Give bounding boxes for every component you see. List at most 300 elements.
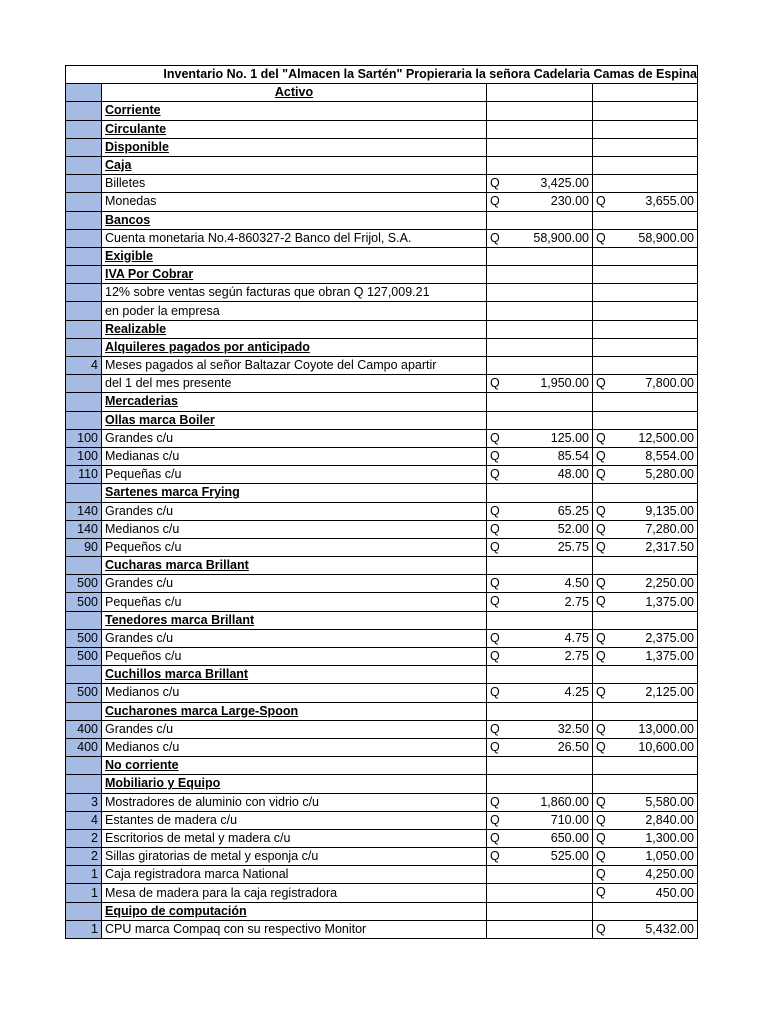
unit-value-cell[interactable] bbox=[487, 211, 593, 229]
section-header-row bbox=[66, 266, 698, 284]
section-header-row bbox=[66, 757, 698, 775]
unit-value-cell[interactable] bbox=[487, 466, 593, 484]
qty-cell[interactable] bbox=[66, 393, 102, 411]
total-value-cell[interactable] bbox=[593, 538, 698, 556]
qty-cell[interactable]: 4 bbox=[66, 357, 102, 375]
total-value-cell[interactable] bbox=[593, 102, 698, 120]
amount: 710.00 bbox=[550, 812, 589, 827]
currency-symbol: Q bbox=[596, 649, 606, 663]
total-value-cell[interactable] bbox=[593, 557, 698, 575]
section-header-row bbox=[66, 484, 698, 502]
amount: 5,432.00 bbox=[645, 921, 694, 936]
total-value-cell[interactable] bbox=[593, 266, 698, 284]
total-value-cell[interactable] bbox=[593, 429, 698, 447]
unit-value-cell[interactable] bbox=[487, 848, 593, 866]
item-description[interactable]: Mostradores de aluminio con vidrio c/u bbox=[102, 793, 487, 811]
total-value-cell[interactable] bbox=[593, 811, 698, 829]
item-row bbox=[66, 302, 698, 320]
currency-symbol: Q bbox=[596, 467, 606, 482]
total-value-cell[interactable] bbox=[593, 357, 698, 375]
amount: 2.75 bbox=[564, 594, 589, 609]
unit-value-cell[interactable] bbox=[487, 447, 593, 465]
section-header[interactable]: Cuchillos marca Brillant bbox=[102, 666, 487, 684]
item-row bbox=[66, 629, 698, 647]
qty-cell[interactable]: 140 bbox=[66, 502, 102, 520]
section-header-row bbox=[66, 611, 698, 629]
item-description[interactable]: Monedas bbox=[102, 193, 487, 211]
qty-cell[interactable] bbox=[66, 193, 102, 211]
unit-value-cell[interactable] bbox=[487, 84, 593, 102]
unit-value-cell[interactable] bbox=[487, 593, 593, 611]
item-row bbox=[66, 738, 698, 756]
total-value-cell[interactable] bbox=[593, 520, 698, 538]
total-value-cell[interactable] bbox=[593, 229, 698, 247]
qty-cell[interactable] bbox=[66, 266, 102, 284]
section-title-activo[interactable]: Activo bbox=[102, 84, 487, 102]
item-description[interactable]: Sillas giratorias de metal y esponja c/u bbox=[102, 848, 487, 866]
item-description[interactable]: Estantes de madera c/u bbox=[102, 811, 487, 829]
amount: 1,375.00 bbox=[645, 649, 694, 664]
unit-value-cell[interactable] bbox=[487, 684, 593, 702]
qty-cell[interactable]: 500 bbox=[66, 648, 102, 666]
total-value-cell[interactable] bbox=[593, 884, 698, 902]
total-value-cell[interactable] bbox=[593, 702, 698, 720]
total-value-cell[interactable] bbox=[593, 247, 698, 265]
currency-symbol: Q bbox=[490, 594, 500, 609]
item-row bbox=[66, 593, 698, 611]
qty-cell[interactable] bbox=[66, 902, 102, 920]
unit-value-cell[interactable] bbox=[487, 538, 593, 556]
amount: 52.00 bbox=[557, 521, 589, 536]
section-header[interactable]: Mobiliario y Equipo bbox=[102, 775, 487, 793]
qty-cell[interactable] bbox=[66, 211, 102, 229]
item-description[interactable]: Pequeñas c/u bbox=[102, 593, 487, 611]
qty-cell[interactable]: 3 bbox=[66, 793, 102, 811]
currency-symbol: Q bbox=[490, 576, 500, 591]
item-description[interactable]: Grandes c/u bbox=[102, 629, 487, 647]
unit-value-cell[interactable] bbox=[487, 575, 593, 593]
qty-cell[interactable] bbox=[66, 102, 102, 120]
amount: 1,375.00 bbox=[645, 594, 694, 609]
currency-symbol: Q bbox=[596, 794, 606, 809]
unit-value-cell[interactable] bbox=[487, 229, 593, 247]
section-header[interactable]: Tenedores marca Brillant bbox=[102, 611, 487, 629]
qty-cell[interactable] bbox=[66, 484, 102, 502]
currency-symbol: Q bbox=[490, 849, 500, 864]
item-description[interactable]: Billetes bbox=[102, 175, 487, 193]
item-description[interactable]: Escritorios de metal y madera c/u bbox=[102, 829, 487, 847]
amount: 26.50 bbox=[557, 740, 589, 755]
section-header[interactable]: Disponible bbox=[102, 138, 487, 156]
total-value-cell[interactable] bbox=[593, 575, 698, 593]
unit-value-cell[interactable] bbox=[487, 611, 593, 629]
amount: 2,317.50 bbox=[645, 539, 694, 554]
currency-symbol: Q bbox=[490, 230, 500, 245]
unit-value-cell[interactable] bbox=[487, 357, 593, 375]
amount: 10,600.00 bbox=[638, 740, 694, 755]
currency-symbol: Q bbox=[596, 921, 606, 936]
currency-symbol: Q bbox=[490, 739, 500, 754]
total-value-cell[interactable] bbox=[593, 393, 698, 411]
currency-symbol: Q bbox=[490, 448, 500, 463]
amount: 32.50 bbox=[557, 721, 589, 736]
item-row bbox=[66, 538, 698, 556]
unit-value-cell[interactable] bbox=[487, 557, 593, 575]
total-value-cell[interactable] bbox=[593, 666, 698, 684]
section-header[interactable]: Circulante bbox=[102, 120, 487, 138]
unit-value-cell[interactable] bbox=[487, 793, 593, 811]
qty-cell[interactable] bbox=[66, 775, 102, 793]
item-description[interactable]: Caja registradora marca National bbox=[102, 866, 487, 884]
unit-value-cell[interactable] bbox=[487, 720, 593, 738]
section-header-row bbox=[66, 338, 698, 356]
amount: 1,300.00 bbox=[645, 830, 694, 845]
currency-symbol: Q bbox=[490, 649, 500, 663]
currency-symbol: Q bbox=[490, 467, 500, 482]
item-row bbox=[66, 720, 698, 738]
unit-value-cell[interactable] bbox=[487, 811, 593, 829]
qty-cell[interactable] bbox=[66, 338, 102, 356]
item-description[interactable]: Meses pagados al señor Baltazar Coyote del Campo apartir bbox=[102, 357, 487, 375]
total-value-cell[interactable] bbox=[593, 175, 698, 193]
qty-cell[interactable] bbox=[66, 156, 102, 174]
unit-value-cell[interactable] bbox=[487, 829, 593, 847]
total-value-cell[interactable] bbox=[593, 320, 698, 338]
unit-value-cell[interactable] bbox=[487, 393, 593, 411]
total-value-cell[interactable] bbox=[593, 338, 698, 356]
total-value-cell[interactable] bbox=[593, 193, 698, 211]
amount: 2,125.00 bbox=[645, 685, 694, 700]
unit-value-cell[interactable] bbox=[487, 648, 593, 666]
qty-cell[interactable] bbox=[66, 120, 102, 138]
unit-value-cell[interactable] bbox=[487, 502, 593, 520]
section-header-row bbox=[66, 902, 698, 920]
total-value-cell[interactable] bbox=[593, 866, 698, 884]
section-header-row bbox=[66, 247, 698, 265]
currency-symbol: Q bbox=[490, 685, 500, 700]
section-header-row bbox=[66, 211, 698, 229]
item-description[interactable]: Grandes c/u bbox=[102, 502, 487, 520]
total-value-cell[interactable] bbox=[593, 920, 698, 938]
currency-symbol: Q bbox=[596, 867, 606, 882]
total-value-cell[interactable] bbox=[593, 793, 698, 811]
qty-cell[interactable]: 100 bbox=[66, 447, 102, 465]
item-row bbox=[66, 284, 698, 302]
section-header[interactable]: Mercaderias bbox=[102, 393, 487, 411]
currency-symbol: Q bbox=[596, 539, 606, 554]
item-row bbox=[66, 429, 698, 447]
currency-symbol: Q bbox=[596, 885, 606, 900]
item-description[interactable]: Medianas c/u bbox=[102, 447, 487, 465]
qty-cell[interactable] bbox=[66, 411, 102, 429]
qty-cell[interactable]: 140 bbox=[66, 520, 102, 538]
currency-symbol: Q bbox=[596, 576, 606, 591]
currency-symbol: Q bbox=[596, 830, 606, 845]
amount: 9,135.00 bbox=[645, 503, 694, 518]
section-header[interactable]: Sartenes marca Frying bbox=[102, 484, 487, 502]
qty-cell[interactable]: 500 bbox=[66, 684, 102, 702]
amount: 5,280.00 bbox=[645, 467, 694, 482]
unit-value-cell[interactable] bbox=[487, 666, 593, 684]
item-description[interactable]: 12% sobre ventas según facturas que obran Q 127,009.21 bbox=[102, 284, 487, 302]
section-header[interactable]: Exigible bbox=[102, 247, 487, 265]
qty-cell[interactable] bbox=[66, 557, 102, 575]
qty-cell[interactable] bbox=[66, 284, 102, 302]
amount: 2,250.00 bbox=[645, 576, 694, 591]
amount: 3,425.00 bbox=[540, 176, 589, 191]
amount: 2.75 bbox=[564, 649, 589, 664]
total-value-cell[interactable] bbox=[593, 466, 698, 484]
amount: 650.00 bbox=[550, 830, 589, 845]
section-header[interactable]: Ollas marca Boiler bbox=[102, 411, 487, 429]
amount: 25.75 bbox=[557, 539, 589, 554]
total-value-cell[interactable] bbox=[593, 502, 698, 520]
total-value-cell[interactable] bbox=[593, 829, 698, 847]
item-row bbox=[66, 229, 698, 247]
item-row bbox=[66, 684, 698, 702]
unit-value-cell[interactable] bbox=[487, 411, 593, 429]
unit-value-cell[interactable] bbox=[487, 738, 593, 756]
unit-value-cell[interactable] bbox=[487, 702, 593, 720]
total-value-cell[interactable] bbox=[593, 775, 698, 793]
unit-value-cell[interactable] bbox=[487, 175, 593, 193]
unit-value-cell[interactable] bbox=[487, 320, 593, 338]
qty-cell[interactable]: 500 bbox=[66, 575, 102, 593]
qty-cell[interactable]: 4 bbox=[66, 811, 102, 829]
unit-value-cell[interactable] bbox=[487, 775, 593, 793]
item-description[interactable]: CPU marca Compaq con su respectivo Monitor bbox=[102, 920, 487, 938]
currency-symbol: Q bbox=[596, 503, 606, 518]
subtitle-row bbox=[66, 84, 698, 102]
unit-value-cell[interactable] bbox=[487, 866, 593, 884]
section-header-row bbox=[66, 102, 698, 120]
item-description[interactable]: Grandes c/u bbox=[102, 429, 487, 447]
total-value-cell[interactable] bbox=[593, 738, 698, 756]
section-header-row bbox=[66, 156, 698, 174]
sheet-title[interactable]: Inventario No. 1 del "Almacen la Sartén" Propieraria la señora Cadelaria Camas de Espina bbox=[66, 66, 698, 84]
total-value-cell[interactable] bbox=[593, 684, 698, 702]
sheet-body bbox=[66, 66, 698, 939]
currency-symbol: Q bbox=[490, 830, 500, 845]
qty-cell[interactable]: 1 bbox=[66, 866, 102, 884]
item-description[interactable]: en poder la empresa bbox=[102, 302, 487, 320]
item-description[interactable]: del 1 del mes presente bbox=[102, 375, 487, 393]
unit-value-cell[interactable] bbox=[487, 757, 593, 775]
total-value-cell[interactable] bbox=[593, 848, 698, 866]
total-value-cell[interactable] bbox=[593, 156, 698, 174]
total-value-cell[interactable] bbox=[593, 593, 698, 611]
amount: 1,050.00 bbox=[645, 849, 694, 864]
section-header-row bbox=[66, 557, 698, 575]
total-value-cell[interactable] bbox=[593, 611, 698, 629]
total-value-cell[interactable] bbox=[593, 84, 698, 102]
unit-value-cell[interactable] bbox=[487, 156, 593, 174]
qty-cell[interactable] bbox=[66, 302, 102, 320]
item-description[interactable]: Mesa de madera para la caja registradora bbox=[102, 884, 487, 902]
item-row bbox=[66, 811, 698, 829]
qty-cell[interactable] bbox=[66, 666, 102, 684]
section-header-row bbox=[66, 411, 698, 429]
amount: 8,554.00 bbox=[645, 449, 694, 464]
amount: 58,900.00 bbox=[638, 230, 694, 245]
qty-cell[interactable] bbox=[66, 138, 102, 156]
qty-cell[interactable]: 400 bbox=[66, 738, 102, 756]
unit-value-cell[interactable] bbox=[487, 284, 593, 302]
item-row bbox=[66, 175, 698, 193]
section-header-row bbox=[66, 666, 698, 684]
unit-value-cell[interactable] bbox=[487, 102, 593, 120]
amount: 450.00 bbox=[655, 885, 694, 900]
total-value-cell[interactable] bbox=[593, 411, 698, 429]
qty-cell[interactable]: 400 bbox=[66, 720, 102, 738]
amount: 2,840.00 bbox=[645, 812, 694, 827]
amount: 1,950.00 bbox=[540, 376, 589, 391]
unit-value-cell[interactable] bbox=[487, 902, 593, 920]
amount: 525.00 bbox=[550, 849, 589, 864]
title-row bbox=[66, 66, 698, 84]
item-row bbox=[66, 920, 698, 938]
currency-symbol: Q bbox=[596, 685, 606, 700]
currency-symbol: Q bbox=[596, 630, 606, 645]
amount: 48.00 bbox=[557, 467, 589, 482]
item-row bbox=[66, 793, 698, 811]
item-row bbox=[66, 466, 698, 484]
total-value-cell[interactable] bbox=[593, 484, 698, 502]
currency-symbol: Q bbox=[596, 739, 606, 754]
currency-symbol: Q bbox=[596, 721, 606, 736]
amount: 125.00 bbox=[550, 430, 589, 445]
unit-value-cell[interactable] bbox=[487, 338, 593, 356]
total-value-cell[interactable] bbox=[593, 120, 698, 138]
qty-cell[interactable]: 100 bbox=[66, 429, 102, 447]
total-value-cell[interactable] bbox=[593, 138, 698, 156]
unit-value-cell[interactable] bbox=[487, 138, 593, 156]
unit-value-cell[interactable] bbox=[487, 884, 593, 902]
unit-value-cell[interactable] bbox=[487, 429, 593, 447]
section-header-row bbox=[66, 702, 698, 720]
total-value-cell[interactable] bbox=[593, 302, 698, 320]
unit-value-cell[interactable] bbox=[487, 920, 593, 938]
qty-cell[interactable] bbox=[66, 84, 102, 102]
item-row bbox=[66, 520, 698, 538]
item-row bbox=[66, 884, 698, 902]
item-row bbox=[66, 866, 698, 884]
total-value-cell[interactable] bbox=[593, 720, 698, 738]
section-header[interactable]: Cucharas marca Brillant bbox=[102, 557, 487, 575]
total-value-cell[interactable] bbox=[593, 629, 698, 647]
item-description[interactable]: Pequeños c/u bbox=[102, 538, 487, 556]
amount: 3,655.00 bbox=[645, 194, 694, 209]
section-header[interactable]: Alquileres pagados por anticipado bbox=[102, 338, 487, 356]
unit-value-cell[interactable] bbox=[487, 375, 593, 393]
qty-cell[interactable] bbox=[66, 320, 102, 338]
unit-value-cell[interactable] bbox=[487, 120, 593, 138]
qty-cell[interactable]: 2 bbox=[66, 848, 102, 866]
qty-cell[interactable]: 110 bbox=[66, 466, 102, 484]
section-header-row bbox=[66, 393, 698, 411]
qty-cell[interactable] bbox=[66, 611, 102, 629]
unit-value-cell[interactable] bbox=[487, 193, 593, 211]
unit-value-cell[interactable] bbox=[487, 629, 593, 647]
currency-symbol: Q bbox=[490, 812, 500, 827]
total-value-cell[interactable] bbox=[593, 447, 698, 465]
amount: 4.75 bbox=[564, 630, 589, 645]
total-value-cell[interactable] bbox=[593, 284, 698, 302]
qty-cell[interactable] bbox=[66, 175, 102, 193]
section-header[interactable]: IVA Por Cobrar bbox=[102, 266, 487, 284]
section-header[interactable]: Realizable bbox=[102, 320, 487, 338]
amount: 1,860.00 bbox=[540, 794, 589, 809]
currency-symbol: Q bbox=[490, 376, 500, 391]
currency-symbol: Q bbox=[596, 812, 606, 827]
unit-value-cell[interactable] bbox=[487, 266, 593, 284]
qty-cell[interactable] bbox=[66, 757, 102, 775]
qty-cell[interactable] bbox=[66, 702, 102, 720]
item-description[interactable]: Medianos c/u bbox=[102, 738, 487, 756]
item-description[interactable]: Cuenta monetaria No.4-860327-2 Banco del Frijol, S.A. bbox=[102, 229, 487, 247]
amount: 230.00 bbox=[550, 194, 589, 209]
section-header[interactable]: Caja bbox=[102, 156, 487, 174]
amount: 58,900.00 bbox=[533, 230, 589, 245]
currency-symbol: Q bbox=[596, 849, 606, 864]
item-row bbox=[66, 502, 698, 520]
total-value-cell[interactable] bbox=[593, 648, 698, 666]
amount: 7,280.00 bbox=[645, 521, 694, 536]
currency-symbol: Q bbox=[490, 539, 500, 554]
unit-value-cell[interactable] bbox=[487, 247, 593, 265]
amount: 7,800.00 bbox=[645, 376, 694, 391]
item-description[interactable]: Pequeños c/u bbox=[102, 648, 487, 666]
amount: 4,250.00 bbox=[645, 867, 694, 882]
section-header[interactable]: Cucharones marca Large-Spoon bbox=[102, 702, 487, 720]
item-row bbox=[66, 357, 698, 375]
qty-cell[interactable] bbox=[66, 247, 102, 265]
qty-cell[interactable]: 2 bbox=[66, 829, 102, 847]
unit-value-cell[interactable] bbox=[487, 520, 593, 538]
total-value-cell[interactable] bbox=[593, 757, 698, 775]
item-description[interactable]: Grandes c/u bbox=[102, 575, 487, 593]
item-description[interactable]: Medianos c/u bbox=[102, 684, 487, 702]
item-description[interactable]: Medianos c/u bbox=[102, 520, 487, 538]
total-value-cell[interactable] bbox=[593, 375, 698, 393]
qty-cell[interactable] bbox=[66, 229, 102, 247]
qty-cell[interactable]: 1 bbox=[66, 884, 102, 902]
unit-value-cell[interactable] bbox=[487, 484, 593, 502]
qty-cell[interactable]: 1 bbox=[66, 920, 102, 938]
item-row bbox=[66, 447, 698, 465]
amount: 65.25 bbox=[557, 503, 589, 518]
section-header[interactable]: Corriente bbox=[102, 102, 487, 120]
currency-symbol: Q bbox=[596, 448, 606, 463]
section-header[interactable]: No corriente bbox=[102, 757, 487, 775]
section-header[interactable]: Equipo de computación bbox=[102, 902, 487, 920]
item-description[interactable]: Grandes c/u bbox=[102, 720, 487, 738]
currency-symbol: Q bbox=[490, 503, 500, 518]
unit-value-cell[interactable] bbox=[487, 302, 593, 320]
qty-cell[interactable]: 500 bbox=[66, 629, 102, 647]
amount: 2,375.00 bbox=[645, 630, 694, 645]
total-value-cell[interactable] bbox=[593, 902, 698, 920]
qty-cell[interactable]: 90 bbox=[66, 538, 102, 556]
amount: 13,000.00 bbox=[638, 721, 694, 736]
section-header[interactable]: Bancos bbox=[102, 211, 487, 229]
qty-cell[interactable] bbox=[66, 375, 102, 393]
item-row bbox=[66, 575, 698, 593]
qty-cell[interactable]: 500 bbox=[66, 593, 102, 611]
item-description[interactable]: Pequeñas c/u bbox=[102, 466, 487, 484]
total-value-cell[interactable] bbox=[593, 211, 698, 229]
currency-symbol: Q bbox=[596, 594, 606, 609]
